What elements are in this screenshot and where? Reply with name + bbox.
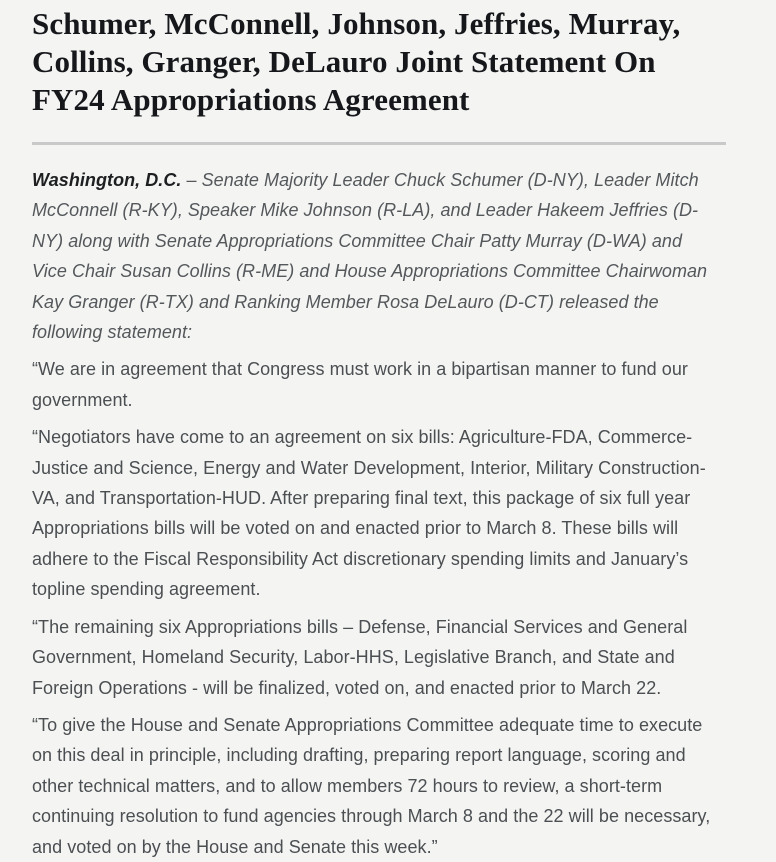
page-title: Schumer, McConnell, Johnson, Jeffries, Murray, Collins, Granger, DeLauro Joint Statement On FY24 Appropriations Agreement	[32, 6, 681, 117]
statement-paragraph-2: “Negotiators have come to an agreement on six bills: Agriculture-FDA, Commerce-Justice and Science, Energy and Water Development, Interior, Military Construction-VA, and Transportation-HUD. After preparing final text, this package of six full year Appropriations bills will be voted on and enacted prior to March 8. These bills will adhere to the Fiscal Responsibility Act discretionary spending limits and January’s topline spending agreement.	[32, 427, 706, 600]
lead-paragraph-text: – Senate Majority Leader Chuck Schumer (D-NY), Leader Mitch McConnell (R-KY), Speaker Mike Johnson (R-LA), and Leader Hakeem Jeffries (D-NY) along with Senate Appropriations Committee Chair Patty Murray (D-WA) and Vice Chair Susan Collins (R-ME) and House Appropriations Committee Chairwoman Kay Granger (R-TX) and Ranking Member Rosa DeLauro (D-CT) released the following statement:	[32, 170, 708, 343]
lead-paragraph	[32, 165, 720, 347]
divider-container	[32, 119, 720, 145]
statement-paragraph-3: “The remaining six Appropriations bills – Defense, Financial Services and General Government, Homeland Security, Labor-HHS, Legislative Branch, and State and Foreign Operations - will be finalized, voted on, and enacted prior to March 22.	[32, 616, 688, 698]
dateline-label: Washington, D.C.	[32, 170, 182, 190]
statement-paragraph-4: “To give the House and Senate Appropriations Committee adequate time to execute on this deal in principle, including drafting, preparing report language, scoring and other technical matters, and to allow members 72 hours to review, a short-term continuing resolution to fund agencies through March 8 and the 22 will be necessary, and voted on by the House and Senate this week.”	[32, 714, 711, 857]
statement-paragraph-1: “We are in agreement that Congress must work in a bipartisan manner to fund our government.	[32, 359, 688, 410]
article-body	[32, 145, 720, 862]
